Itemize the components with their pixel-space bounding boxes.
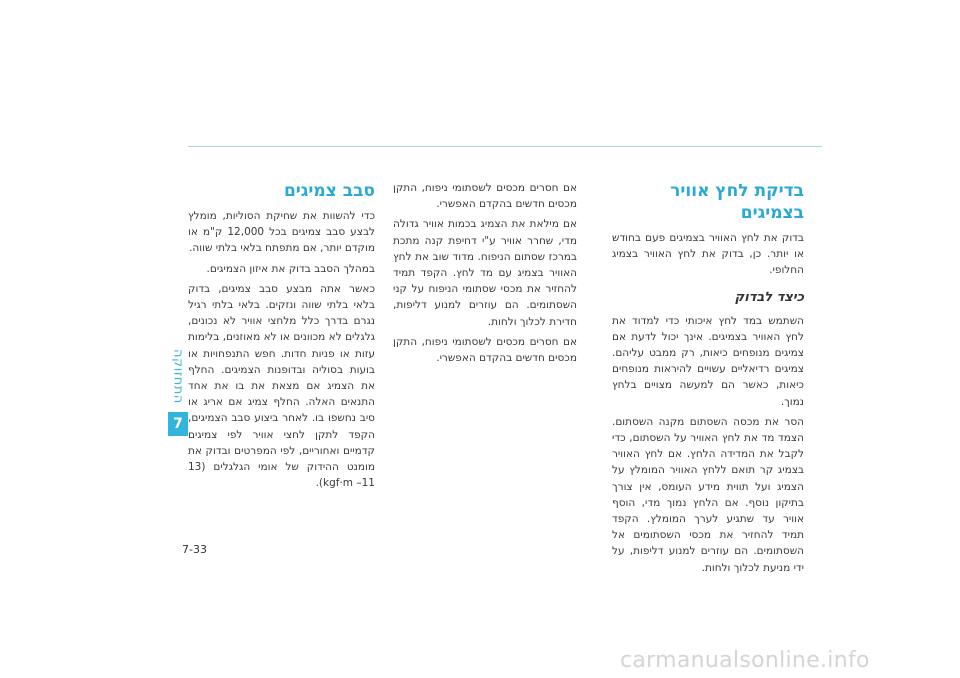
paragraph: במהלך הסבב בדוק את איזון הצמיגים. [206, 262, 375, 275]
middle-column [393, 180, 577, 370]
paragraph: אם מילאת את הצמיג בכמות אוויר גדולה מדי, שחרר אוויר ע"י דחיפת קנה מתכת במרכז שסתום הניפוח. מדוד שוב את לחץ האוויר בצמיג עם מד לחץ. הקפד תמיד להחזיר את מכסי שסתומי הניפוח על קני השסתומים. הם עוזרים למנוע דליפות, חדירת לכלוך ולחות. [393, 218, 577, 328]
right-column [612, 180, 804, 580]
paragraph: השתמש במד לחץ איכותי כדי למדוד את לחץ האוויר בצמיגים. אינך יכול לדעת אם צמיגים מנופחים כיאות, רק ממבט עליהם. צמיגים רדיאליים עשויים להיראות מנופחים כיאות, כאשר הם למעשה מצויים בלחץ נמוך. [612, 314, 804, 408]
watermark: carmanualsonline.info [620, 648, 870, 673]
subheading-how-to-check: כיצד לבדוק [734, 289, 804, 305]
paragraph: כאשר אתה מבצע סבב צמיגים, בדוק בלאי בלתי שווה ונזקים. בלאי בלתי רגיל נגרם בדרך כלל מלחצי אוויר לא נכונים, גלגלים לא מכוונים או לא מאוזנים, בלימות עזות או פניות חדות. חפש התנפחויות או בועות בסוליה ובדופנות הצמיגים. החלף את הצמיג אם מצאת את בו את אחד התנאים האלה. החלף צמיג אם אריג או סיב נחשפו בו. לאחר ביצוע סבב הצמיגים, הקפד לתקן לחצי אוויר לפי צמיגים קדמיים ואחוריים, לפי המפרטים ובדוק את מומנט ההידוק של אומי הגלגלים (13 kgf·m –11). [188, 282, 375, 490]
paragraph: בדוק את לחץ האוויר בצמיגים פעם בחודש או יותר. כן, בדוק את לחץ האוויר בצמיג החלופי. [612, 232, 804, 277]
paragraph: אם חסרים מכסים לשסתומי ניפוח, התקן מכסים חדשים בהקדם האפשרי. [393, 335, 577, 365]
chapter-number-badge: 7 [168, 412, 188, 436]
left-column [188, 180, 375, 495]
paragraph: הסר את מכסה השסתום מקנה השסתום. הצמד מד את לחץ האוויר על השסתום, כדי לקבל את המדידה הלחץ. אם לחץ האוויר בצמיג קר תואם ללחץ האוויר המומלץ על הצמיג ועל תווית מידע העומס, אין צורך בתיקון נוסף. אם הלחץ נמוך מדי, הוסף אוויר עד שתגיע לערך המומלץ. הקפד תמיד להחזיר את מכסי השסתומים אל השסתומים. הם עוזרים למנוע דליפות, על ידי מניעת לכלוך ולחות. [612, 415, 804, 574]
page-number: 7-33 [182, 543, 207, 556]
section-heading-tire-rotation: סבב צמיגים [283, 181, 375, 201]
top-rule [188, 146, 822, 147]
section-heading-tire-pressure: בדיקת לחץ אוויר בצמיגים [670, 181, 804, 223]
paragraph: כדי להשוות את שחיקת הסוליות, מומלץ לבצע סבב צמיגים בכל 12,000 ק"מ או מוקדם יותר, אם מתפתח בלאי בלתי שווה. [188, 210, 376, 255]
chapter-side-label: התחזוקה [170, 348, 186, 404]
paragraph: אם חסרים מכסים לשסתומי ניפוח, התקן מכסים חדשים בהקדם האפשרי. [393, 182, 577, 211]
